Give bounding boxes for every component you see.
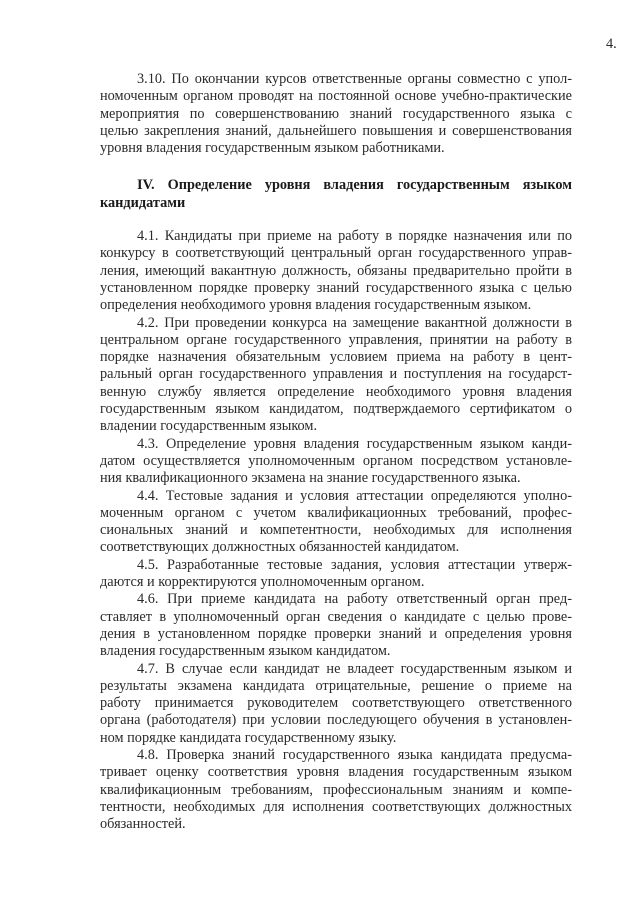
text-line: ном порядке кандидата государственному языку.	[100, 729, 397, 746]
paragraph-4-5	[100, 557, 572, 592]
paragraph-4-2	[100, 315, 572, 436]
text-line: ления, имеющий вакантную должность, обязаны предварительно пройти в	[100, 262, 572, 279]
text-line: определения необходимого уровня владения государственным языком.	[100, 297, 532, 314]
text-line: уровня владения государственным языком работниками.	[100, 140, 445, 157]
text-line: 4.5. Разработанные тестовые задания, условия аттестации утверж-	[137, 556, 572, 573]
text-line: тривает оценку соответствия уровня владения государственным языком	[100, 764, 572, 781]
text-line: тентности, необходимых для исполнения соответствующих должностных	[100, 798, 572, 815]
text-line: кандидатами	[100, 194, 186, 211]
text-line: соответствующих должностных обязанностей кандидатом.	[100, 539, 460, 556]
text-line: IV. Определение уровня владения государственным языком	[137, 177, 572, 194]
text-line: квалификационным требованиям, профессиональным знаниям и компе-	[100, 781, 572, 798]
text-line: 4.8. Проверка знаний государственного языка кандидата предусма-	[137, 746, 572, 763]
text-line: 4.7. В случае если кандидат не владеет государственным языком и	[137, 660, 572, 677]
text-line: 4.3. Определение уровня владения государственным языком канди-	[137, 435, 572, 452]
text-line: 4.1. Кандидаты при приеме на работу в порядке назначения или по	[137, 228, 572, 245]
text-line: ральный орган государственного управления и поступления на государст-	[100, 366, 572, 383]
document-body	[100, 71, 572, 833]
text-line: государственным языком кандидатом, подтверждаемого сертификатом о	[100, 401, 572, 418]
paragraph-4-4	[100, 488, 572, 557]
page-number: 4.	[606, 36, 617, 52]
text-line: обязанностей.	[100, 816, 186, 833]
paragraph-3-10	[100, 71, 572, 157]
section-4-paragraphs	[100, 228, 572, 833]
text-line: целью закрепления знаний, дальнейшего повышения и совершенствования	[100, 122, 572, 139]
text-line: ставляет в уполномоченный орган сведения о кандидате с целью прове-	[100, 608, 572, 625]
text-line: установленном порядке проверку знаний государственного языка с целью	[100, 279, 572, 296]
text-line: порядке назначения обязательным условием приема на работу в цент-	[100, 349, 572, 366]
paragraph-4-8	[100, 747, 572, 833]
text-line: моченным органом с учетом квалификационных требований, профес-	[100, 504, 572, 521]
text-line: даются и корректируются уполномоченным органом.	[100, 574, 425, 591]
section-heading	[100, 177, 572, 212]
text-line: результаты экзамена кандидата отрицательные, решение о приеме на	[100, 677, 572, 694]
text-line: датом осуществляется уполномоченным органом посредством установле-	[100, 452, 572, 469]
paragraph-4-7	[100, 661, 572, 747]
text-line: владении государственным языком.	[100, 418, 318, 435]
text-line: 4.4. Тестовые задания и условия аттестации определяются уполно-	[137, 487, 572, 504]
text-line: 4.2. При проведении конкурса на замещение вакантной должности в	[137, 314, 572, 331]
text-line: владения государственным языком кандидатом.	[100, 643, 391, 660]
text-line: дения в установленном порядке проверки знаний и определения уровня	[100, 625, 572, 642]
text-line: работу принимается руководителем соответствующего ответственного	[100, 695, 572, 712]
text-line: 4.6. При приеме кандидата на работу ответственный орган пред-	[137, 591, 572, 608]
text-line: органа (работодателя) при условии последующего обучения в установлен-	[100, 712, 572, 729]
text-line: центральном органе государственного управления, принятии на работу в	[100, 331, 572, 348]
text-line: номоченным органом проводят на постоянной основе учебно-практические	[100, 88, 572, 105]
text-line: мероприятия по совершенствованию знаний государственного языка с	[100, 105, 572, 122]
paragraph-4-6	[100, 591, 572, 660]
paragraph-4-3	[100, 436, 572, 488]
text-line: сиональных знаний и компетентности, необходимых для исполнения	[100, 522, 572, 539]
text-line: 3.10. По окончании курсов ответственные органы совместно с упол-	[137, 71, 572, 87]
text-line: ния квалификационного экзамена на знание государственного языка.	[100, 470, 521, 487]
text-line: венную службу является определение необходимого уровня владения	[100, 383, 572, 400]
text-line: конкурсу в соответствующий центральный орган государственного управ-	[100, 245, 572, 262]
paragraph-4-1	[100, 228, 572, 314]
